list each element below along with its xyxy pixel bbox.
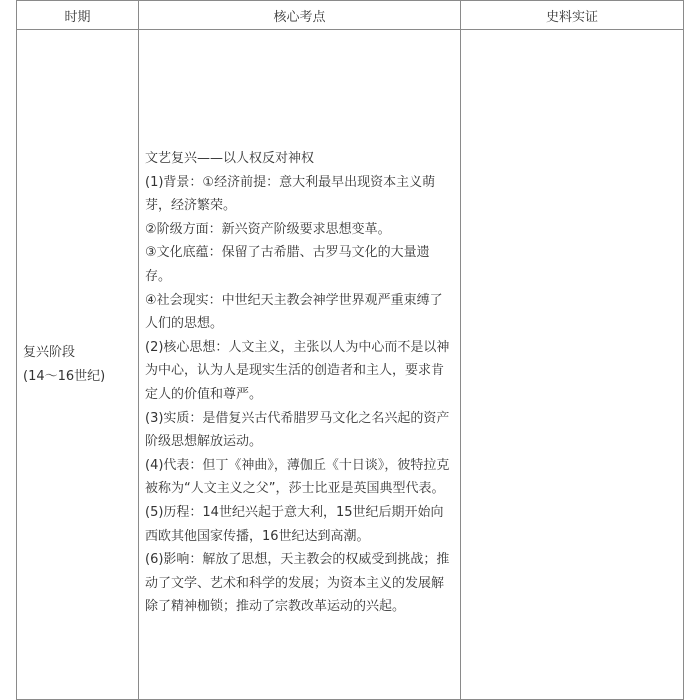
- period-name: 复兴阶段: [23, 344, 76, 360]
- point-background-economy: (1)背景：①经济前提：意大利最早出现资本主义萌芽，经济繁荣。: [145, 174, 436, 214]
- period-range: (14～16世纪): [23, 368, 106, 384]
- point-background-culture: ③文化底蕴：保留了古希腊、古罗马文化的大量遗存。: [145, 245, 430, 284]
- header-period: 时期: [17, 1, 139, 30]
- point-core-idea: (2)核心思想：人文主义，主张以人为中心而不是以神为中心，认为人是现实生活的创造者和主人，要求肯定人的价值和尊严。: [145, 339, 450, 402]
- point-background-class: ②阶级方面：新兴资产阶级要求思想变革。: [145, 221, 391, 237]
- header-evidence: 史料实证: [461, 1, 684, 30]
- point-title: 文艺复兴——以人权反对神权: [145, 151, 315, 166]
- table-row: [17, 30, 684, 700]
- point-impact: (6)影响：解放了思想，天主教会的权威受到挑战；推动了文学、艺术和科学的发展；为资本主义的发展解除了精神枷锁；推动了宗教改革运动的兴起。: [145, 552, 450, 615]
- core-points-cell: [139, 30, 461, 700]
- point-history: (5)历程：14世纪兴起于意大利，15世纪后期开始向西欧其他国家传播，16世纪达到高潮。: [145, 504, 444, 544]
- header-row: [17, 1, 684, 30]
- header-core-points: 核心考点: [139, 1, 461, 30]
- point-representatives: (4)代表：但丁《神曲》，薄伽丘《十日谈》，彼特拉克被称为“人文主义之父”，莎士比亚是英国典型代表。: [145, 457, 450, 497]
- period-cell: [17, 30, 139, 700]
- point-essence: (3)实质：是借复兴古代希腊罗马文化之名兴起的资产阶级思想解放运动。: [145, 410, 450, 450]
- point-background-society: ④社会现实：中世纪天主教会神学世界观严重束缚了人们的思想。: [145, 292, 443, 332]
- history-table: [16, 0, 684, 700]
- evidence-cell: [461, 30, 684, 700]
